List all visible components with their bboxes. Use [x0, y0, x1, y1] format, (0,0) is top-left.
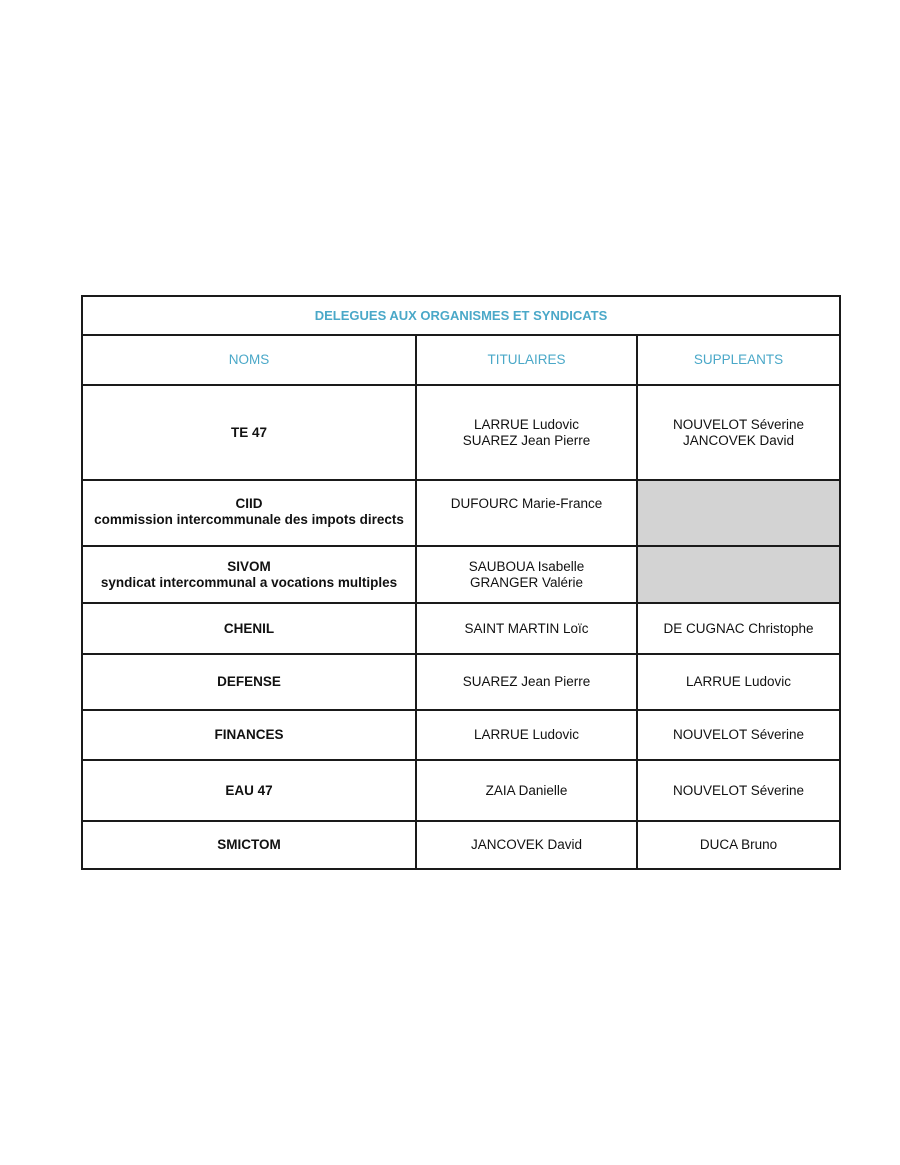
suppleant: JANCOVEK David [682, 432, 795, 448]
suppleant: DE CUGNAC Christophe [663, 620, 814, 636]
table-row [82, 654, 840, 710]
row-titulaires-cell [416, 654, 637, 710]
table-row [82, 710, 840, 760]
titulaire: LARRUE Ludovic [473, 727, 580, 742]
suppleant: DUCA Bruno [699, 837, 778, 852]
row-name: CIID [235, 496, 263, 511]
row-titulaires-cell [416, 760, 637, 821]
row-suppleants-cell [637, 385, 840, 480]
row-name-cell [82, 654, 416, 710]
row-suppleants-cell [637, 603, 840, 654]
row-name: EAU 47 [225, 782, 273, 798]
suppleant: NOUVELOT Séverine [672, 416, 805, 432]
titulaire: SAUBOUA Isabelle [468, 558, 585, 574]
row-suppleants-cell [637, 760, 840, 821]
suppleant: NOUVELOT Séverine [672, 782, 805, 798]
row-name: CHENIL [223, 620, 275, 636]
titulaire: GRANGER Valérie [469, 574, 584, 590]
titulaire: LARRUE Ludovic [473, 416, 580, 432]
row-name-cell [82, 385, 416, 480]
row-titulaires-cell [416, 603, 637, 654]
table-row [82, 546, 840, 603]
row-name: SMICTOM [217, 837, 281, 852]
row-name-cell [82, 760, 416, 821]
titulaire: ZAIA Danielle [485, 782, 568, 798]
header-suppleants: SUPPLEANTS [637, 335, 840, 385]
suppleant: NOUVELOT Séverine [672, 727, 805, 742]
row-titulaires-cell [416, 546, 637, 603]
row-name-cell [82, 603, 416, 654]
row-name: SIVOM [227, 558, 271, 574]
row-titulaires-cell [416, 480, 637, 546]
titulaire: SUAREZ Jean Pierre [462, 674, 591, 689]
table-row [82, 385, 840, 480]
titulaire: SAINT MARTIN Loïc [464, 620, 589, 636]
row-subtitle: commission intercommunale des impots directs [94, 512, 404, 527]
table-header-row [82, 335, 840, 385]
table-row [82, 760, 840, 821]
row-suppleants-cell [637, 710, 840, 760]
table-row [82, 480, 840, 546]
row-name-cell [82, 546, 416, 603]
table-row [82, 603, 840, 654]
row-name: DEFENSE [217, 674, 281, 689]
row-name-cell [82, 821, 416, 869]
header-titulaires: TITULAIRES [416, 335, 637, 385]
suppleant: LARRUE Ludovic [685, 674, 792, 689]
row-name-cell [82, 480, 416, 546]
header-noms: NOMS [82, 335, 416, 385]
row-suppleants-cell [637, 821, 840, 869]
row-titulaires-cell [416, 821, 637, 869]
titulaire: DUFOURC Marie-France [450, 496, 603, 511]
row-titulaires-cell [416, 710, 637, 760]
table-title-row [82, 296, 840, 335]
row-subtitle: syndicat intercommunal a vocations multiples [100, 574, 398, 590]
titulaire: SUAREZ Jean Pierre [462, 432, 591, 448]
row-titulaires-cell [416, 385, 637, 480]
row-suppleants-cell-empty [637, 546, 840, 603]
table-title: DELEGUES AUX ORGANISMES ET SYNDICATS [82, 296, 840, 335]
titulaire: JANCOVEK David [470, 837, 583, 852]
row-name: TE 47 [230, 424, 268, 440]
row-name: FINANCES [214, 727, 284, 742]
row-suppleants-cell-empty [637, 480, 840, 546]
row-name-cell [82, 710, 416, 760]
delegates-table [81, 295, 841, 870]
table-row [82, 821, 840, 869]
row-suppleants-cell [637, 654, 840, 710]
